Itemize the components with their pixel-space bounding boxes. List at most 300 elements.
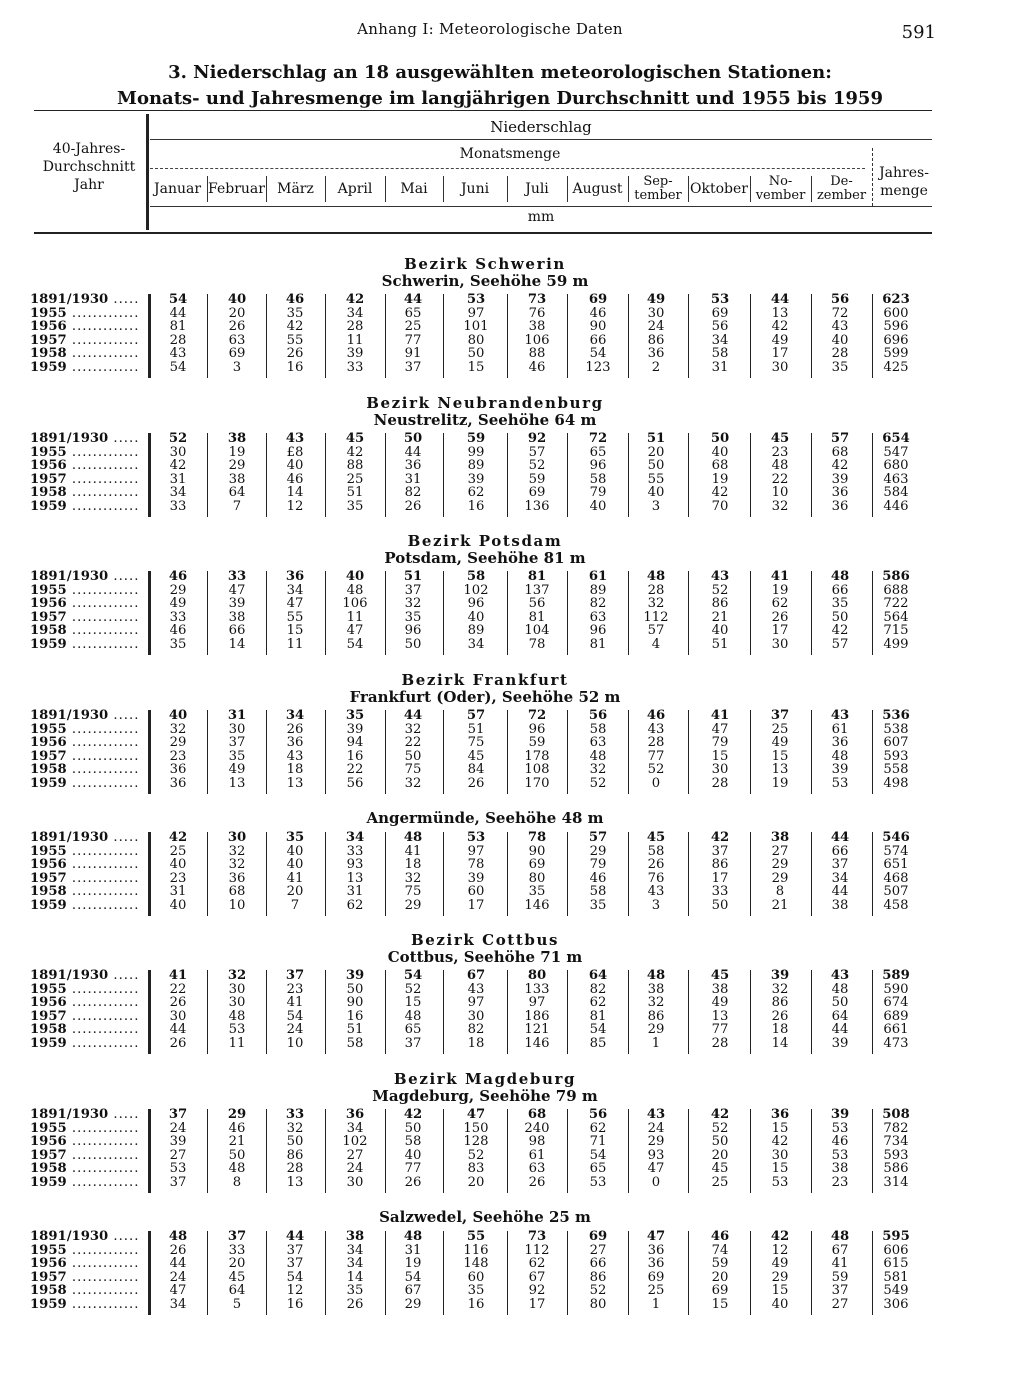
month-value-cell: 26 [169, 1036, 187, 1051]
month-value-cell: 37 [404, 360, 422, 375]
month-value-cell: 55 [286, 609, 304, 625]
month-value-cell: 66 [831, 843, 849, 859]
month-value-cell: 32 [227, 968, 247, 983]
month-value-cell: 29 [647, 1022, 665, 1038]
table-row [30, 1176, 940, 1190]
month-value-cell: 53 [831, 776, 849, 791]
year-cell: 1959 ..... [30, 777, 138, 791]
month-value-cell: 59 [528, 471, 546, 487]
month-value-cell: 46 [831, 1134, 849, 1150]
month-value-cell: 53 [771, 1175, 789, 1190]
year-cell: 1891/1930 ..... [30, 570, 138, 584]
month-value-cell: 29 [169, 735, 187, 751]
month-value-cell: 82 [589, 596, 607, 612]
table-row [30, 885, 940, 899]
year-cell: 1891/1930 ..... [30, 432, 138, 446]
month-value-cell: 31 [711, 360, 729, 375]
jahresmenge-cell: 586 [882, 569, 910, 584]
table-row [30, 831, 940, 845]
table-row [30, 1037, 940, 1051]
month-value-cell: 30 [346, 1175, 364, 1190]
month-value-cell: 82 [467, 1022, 485, 1038]
month-value-cell: 38 [647, 981, 665, 997]
month-value-cell: 68 [527, 1107, 547, 1122]
month-value-cell: 54 [286, 1008, 304, 1024]
month-value-cell: 52 [589, 1283, 607, 1299]
month-value-cell: 48 [404, 1008, 422, 1024]
jahresmenge-cell: 558 [883, 762, 909, 778]
header-column-divider [325, 176, 326, 202]
year-cell: 1891/1930 ..... [30, 1108, 138, 1122]
month-value-cell: 44 [285, 1229, 305, 1244]
month-value-cell: 32 [228, 843, 246, 859]
jahresmenge-cell: 507 [883, 884, 909, 900]
table-row [30, 1135, 940, 1149]
month-value-cell: 48 [589, 748, 607, 764]
month-value-cell: 56 [588, 708, 608, 723]
month-value-cell: 26 [286, 721, 304, 737]
year-cell: 1958 ..... [30, 1023, 138, 1037]
month-value-cell: 57 [830, 431, 850, 446]
month-value-cell: 83 [467, 1161, 485, 1177]
month-value-cell: 42 [346, 444, 364, 460]
year-cell: 1891/1930 ..... [30, 831, 138, 845]
table-row [30, 872, 940, 886]
month-value-cell: 66 [228, 623, 246, 639]
month-value-cell: 67 [466, 968, 486, 983]
month-value-cell: 35 [345, 708, 365, 723]
month-value-cell: 27 [169, 1147, 187, 1163]
month-value-cell: 29 [771, 1269, 789, 1285]
year-cell: 1958 ..... [30, 486, 138, 500]
month-value-cell: 67 [528, 1269, 546, 1285]
month-value-cell: 69 [588, 1229, 608, 1244]
month-value-cell: 36 [404, 458, 422, 474]
month-value-cell: 44 [403, 708, 423, 723]
month-value-cell: 92 [527, 431, 547, 446]
month-value-cell: 22 [404, 735, 422, 751]
month-value-cell: 90 [589, 319, 607, 335]
jahresmenge-cell: 473 [883, 1036, 909, 1051]
jahresmenge-cell: 498 [883, 776, 909, 791]
month-value-cell: 52 [647, 762, 665, 778]
month-value-cell: 16 [346, 748, 364, 764]
month-value-cell: 146 [524, 898, 550, 913]
month-value-cell: 75 [467, 735, 485, 751]
month-value-cell: 80 [527, 968, 547, 983]
month-value-cell: 40 [169, 898, 187, 913]
month-value-cell: 32 [647, 995, 665, 1011]
table-row [30, 709, 940, 723]
month-value-cell: 19 [228, 444, 246, 460]
year-cell: 1956 ..... [30, 858, 138, 872]
month-value-cell: 48 [646, 569, 666, 584]
header-niederschlag: Niederschlag [490, 118, 592, 136]
month-value-cell: 47 [286, 596, 304, 612]
table-row [30, 1284, 940, 1298]
month-value-cell: 40 [345, 569, 365, 584]
month-value-cell: 8 [775, 884, 785, 900]
month-value-cell: 39 [831, 471, 849, 487]
month-value-cell: 44 [831, 1022, 849, 1038]
month-value-cell: 28 [711, 1036, 729, 1051]
month-value-cell: 36 [286, 735, 304, 751]
month-value-cell: 53 [710, 292, 730, 307]
month-value-cell: 136 [524, 499, 550, 514]
table-row [30, 1298, 940, 1312]
month-value-cell: 51 [467, 721, 485, 737]
month-value-cell: 86 [286, 1147, 304, 1163]
month-value-cell: 57 [588, 830, 608, 845]
year-cell: 1959 ..... [30, 1176, 138, 1190]
month-value-cell: 24 [647, 1120, 665, 1136]
month-value-cell: 15 [771, 1120, 789, 1136]
month-value-cell: 37 [404, 1036, 422, 1051]
year-cell: 1956 ..... [30, 1257, 138, 1271]
month-value-cell: 62 [528, 1256, 546, 1272]
month-value-cell: 16 [467, 499, 485, 514]
jahresmenge-cell: 593 [883, 1147, 909, 1163]
month-value-cell: 24 [647, 319, 665, 335]
month-value-cell: 42 [711, 485, 729, 501]
month-value-cell: 40 [647, 485, 665, 501]
year-cell: 1959 ..... [30, 500, 138, 514]
jahresmenge-cell: 581 [883, 1269, 909, 1285]
month-value-cell: 49 [771, 1256, 789, 1272]
station-data-block [30, 969, 940, 1055]
station-heading: Salzwedel, Seehöhe 25 m [379, 1208, 591, 1226]
year-cell: 1957 ..... [30, 334, 138, 348]
month-value-cell: 33 [346, 843, 364, 859]
month-value-cell: 53 [466, 830, 486, 845]
table-row [30, 1244, 940, 1258]
month-value-cell: 36 [831, 735, 849, 751]
header-monatsmenge: Monatsmenge [459, 146, 561, 162]
month-value-cell: 80 [528, 870, 546, 886]
month-value-cell: 29 [228, 458, 246, 474]
month-value-cell: 55 [647, 471, 665, 487]
month-value-cell: 39 [830, 1107, 850, 1122]
year-cell: 1956 ..... [30, 1135, 138, 1149]
month-value-cell: 35 [831, 596, 849, 612]
month-value-cell: 62 [589, 1120, 607, 1136]
bezirk-heading: Bezirk Neubrandenburg [366, 394, 604, 412]
month-value-cell: 61 [588, 569, 608, 584]
month-value-cell: 52 [528, 458, 546, 474]
month-value-cell: 26 [169, 995, 187, 1011]
month-value-cell: 42 [770, 1229, 790, 1244]
month-value-cell: 106 [524, 332, 550, 348]
month-value-cell: 41 [286, 870, 304, 886]
month-value-cell: 73 [527, 1229, 547, 1244]
month-value-cell: 68 [711, 458, 729, 474]
month-value-cell: 80 [589, 1297, 607, 1312]
month-value-cell: 37 [286, 1242, 304, 1258]
month-value-cell: 27 [771, 843, 789, 859]
month-value-cell: 14 [286, 485, 304, 501]
month-value-cell: 53 [831, 1120, 849, 1136]
month-value-cell: 45 [710, 968, 730, 983]
month-value-cell: 50 [711, 1134, 729, 1150]
jahresmenge-cell: 734 [883, 1134, 909, 1150]
month-value-cell: 49 [646, 292, 666, 307]
month-header: August [572, 181, 623, 197]
jahresmenge-cell: 661 [883, 1022, 909, 1038]
table-row [30, 996, 940, 1010]
month-value-cell: 70 [711, 499, 729, 514]
table-top-rule [34, 110, 932, 111]
month-value-cell: 37 [228, 735, 246, 751]
month-value-cell: 89 [467, 458, 485, 474]
station-heading: Frankfurt (Oder), Seehöhe 52 m [349, 688, 621, 706]
month-value-cell: 22 [346, 762, 364, 778]
month-value-cell: 28 [169, 332, 187, 348]
month-value-cell: 39 [467, 870, 485, 886]
month-value-cell: 30 [228, 981, 246, 997]
month-value-cell: 34 [285, 708, 305, 723]
month-value-cell: 46 [286, 471, 304, 487]
month-value-cell: 53 [169, 1161, 187, 1177]
month-value-cell: 170 [524, 776, 550, 791]
month-value-cell: 13 [286, 1175, 304, 1190]
month-value-cell: 15 [467, 360, 485, 375]
month-value-cell: 97 [467, 843, 485, 859]
month-value-cell: 60 [467, 1269, 485, 1285]
month-value-cell: 17 [467, 898, 485, 913]
month-value-cell: 57 [528, 444, 546, 460]
month-value-cell: 79 [711, 735, 729, 751]
month-value-cell: 123 [585, 360, 611, 375]
month-value-cell: 54 [589, 1147, 607, 1163]
header-jahresmenge: Jahres- menge [879, 165, 929, 199]
month-value-cell: 23 [771, 444, 789, 460]
month-value-cell: 38 [831, 898, 849, 913]
month-value-cell: 36 [169, 776, 187, 791]
year-cell: 1958 ..... [30, 1284, 138, 1298]
month-value-cell: 34 [286, 582, 304, 598]
year-cell: 1958 ..... [30, 347, 138, 361]
month-value-cell: 15 [711, 748, 729, 764]
month-value-cell: 44 [831, 884, 849, 900]
month-value-cell: 39 [467, 471, 485, 487]
year-cell: 1959 ..... [30, 361, 138, 375]
month-value-cell: 48 [228, 1161, 246, 1177]
month-value-cell: 35 [228, 748, 246, 764]
table-row [30, 638, 940, 652]
jahresmenge-cell: 538 [883, 721, 909, 737]
month-value-cell: 116 [463, 1242, 489, 1258]
month-value-cell: 14 [771, 1036, 789, 1051]
month-value-cell: 28 [647, 582, 665, 598]
month-value-cell: 28 [286, 1161, 304, 1177]
month-value-cell: 30 [169, 444, 187, 460]
month-value-cell: 61 [831, 721, 849, 737]
month-value-cell: 89 [467, 623, 485, 639]
month-value-cell: 63 [228, 332, 246, 348]
month-value-cell: 33 [227, 569, 247, 584]
month-header: Juli [525, 181, 549, 197]
month-value-cell: 26 [404, 499, 422, 514]
month-value-cell: 57 [647, 623, 665, 639]
month-value-cell: 30 [169, 1008, 187, 1024]
table-title-line-1: 3. Niederschlag an 18 ausgewählten meteorologischen Stationen: [168, 62, 832, 83]
month-value-cell: 36 [831, 499, 849, 514]
month-value-cell: 17 [711, 870, 729, 886]
month-value-cell: 72 [527, 708, 547, 723]
month-value-cell: 13 [771, 762, 789, 778]
month-value-cell: 20 [647, 444, 665, 460]
month-value-cell: 26 [286, 346, 304, 362]
jahresmenge-cell: 623 [882, 292, 910, 307]
month-value-cell: 44 [830, 830, 850, 845]
month-value-cell: 36 [647, 1256, 665, 1272]
month-value-cell: 13 [346, 870, 364, 886]
month-value-cell: 3 [651, 898, 661, 913]
month-value-cell: 53 [228, 1022, 246, 1038]
month-value-cell: 51 [346, 1022, 364, 1038]
month-value-cell: 43 [830, 968, 850, 983]
month-value-cell: 86 [771, 995, 789, 1011]
month-value-cell: 133 [524, 981, 550, 997]
month-value-cell: 35 [831, 360, 849, 375]
table-row [30, 969, 940, 983]
month-value-cell: 96 [589, 623, 607, 639]
year-cell: 1957 ..... [30, 1271, 138, 1285]
station-heading: Neustrelitz, Seehöhe 64 m [373, 411, 597, 429]
header-column-divider [207, 176, 208, 202]
table-row [30, 1230, 940, 1244]
table-row [30, 307, 940, 321]
month-value-cell: 38 [345, 1229, 365, 1244]
table-row [30, 899, 940, 913]
jahresmenge-cell: 696 [883, 332, 909, 348]
month-value-cell: 19 [771, 582, 789, 598]
month-value-cell: 48 [830, 1229, 850, 1244]
month-value-cell: 34 [345, 830, 365, 845]
month-value-cell: 59 [711, 1256, 729, 1272]
month-value-cell: 54 [404, 1269, 422, 1285]
year-cell: 1957 ..... [30, 611, 138, 625]
header-column-divider [688, 176, 689, 202]
month-value-cell: 50 [228, 1147, 246, 1163]
month-value-cell: 80 [467, 332, 485, 348]
table-row [30, 983, 940, 997]
month-value-cell: 46 [228, 1120, 246, 1136]
month-value-cell: 34 [169, 485, 187, 501]
month-value-cell: 98 [528, 1134, 546, 1150]
month-value-cell: 27 [589, 1242, 607, 1258]
month-header: Mai [400, 181, 428, 197]
month-value-cell: 96 [589, 458, 607, 474]
month-value-cell: 69 [528, 485, 546, 501]
month-value-cell: 18 [771, 1022, 789, 1038]
year-cell: 1891/1930 ..... [30, 1230, 138, 1244]
month-value-cell: 36 [228, 870, 246, 886]
month-value-cell: 77 [404, 1161, 422, 1177]
month-value-cell: 12 [771, 1242, 789, 1258]
year-cell: 1955 ..... [30, 845, 138, 859]
month-value-cell: £8 [286, 444, 304, 460]
month-value-cell: 92 [528, 1283, 546, 1299]
month-value-cell: 64 [228, 1283, 246, 1299]
table-row [30, 584, 940, 598]
table-row [30, 1149, 940, 1163]
table-row [30, 446, 940, 460]
table-row [30, 334, 940, 348]
month-value-cell: 8 [232, 1175, 242, 1190]
table-row [30, 763, 940, 777]
year-cell: 1955 ..... [30, 1244, 138, 1258]
month-value-cell: 29 [404, 898, 422, 913]
month-value-cell: 42 [169, 458, 187, 474]
month-value-cell: 20 [711, 1147, 729, 1163]
month-value-cell: 43 [169, 346, 187, 362]
month-value-cell: 57 [831, 637, 849, 652]
month-value-cell: 148 [463, 1256, 489, 1272]
month-value-cell: 58 [589, 471, 607, 487]
month-value-cell: 81 [589, 1008, 607, 1024]
month-value-cell: 94 [346, 735, 364, 751]
month-value-cell: 49 [169, 596, 187, 612]
month-header: Januar [153, 181, 202, 197]
month-value-cell: 49 [771, 735, 789, 751]
jahresmenge-cell: 574 [883, 843, 909, 859]
month-value-cell: 23 [831, 1175, 849, 1190]
month-value-cell: 48 [831, 748, 849, 764]
month-value-cell: 32 [404, 596, 422, 612]
month-value-cell: 79 [589, 485, 607, 501]
month-value-cell: 29 [227, 1107, 247, 1122]
table-row [30, 858, 940, 872]
month-value-cell: 73 [527, 292, 547, 307]
jahresmenge-cell: 606 [883, 1242, 909, 1258]
year-cell: 1956 ..... [30, 320, 138, 334]
month-value-cell: 27 [346, 1147, 364, 1163]
table-row [30, 1010, 940, 1024]
month-value-cell: 11 [346, 609, 364, 625]
month-value-cell: 50 [467, 346, 485, 362]
month-value-cell: 25 [346, 471, 364, 487]
year-cell: 1959 ..... [30, 638, 138, 652]
table-row [30, 347, 940, 361]
month-value-cell: 52 [404, 981, 422, 997]
month-value-cell: 39 [228, 596, 246, 612]
year-cell: 1956 ..... [30, 459, 138, 473]
month-value-cell: 43 [646, 1107, 666, 1122]
month-value-cell: 32 [228, 857, 246, 873]
month-value-cell: 76 [647, 870, 665, 886]
month-value-cell: 24 [169, 1269, 187, 1285]
month-value-cell: 3 [232, 360, 242, 375]
month-value-cell: 33 [169, 609, 187, 625]
month-value-cell: 40 [168, 708, 188, 723]
jahresmenge-cell: 615 [883, 1256, 909, 1272]
header-rule [150, 139, 932, 140]
table-row [30, 320, 940, 334]
month-value-cell: 18 [404, 857, 422, 873]
month-value-cell: 40 [227, 292, 247, 307]
month-value-cell: 2 [651, 360, 661, 375]
month-value-cell: 19 [404, 1256, 422, 1272]
month-value-cell: 34 [831, 870, 849, 886]
month-value-cell: 61 [528, 1147, 546, 1163]
month-value-cell: 41 [404, 843, 422, 859]
month-value-cell: 85 [589, 1036, 607, 1051]
month-value-cell: 47 [647, 1161, 665, 1177]
month-value-cell: 10 [286, 1036, 304, 1051]
month-value-cell: 13 [228, 776, 246, 791]
month-value-cell: 56 [711, 319, 729, 335]
